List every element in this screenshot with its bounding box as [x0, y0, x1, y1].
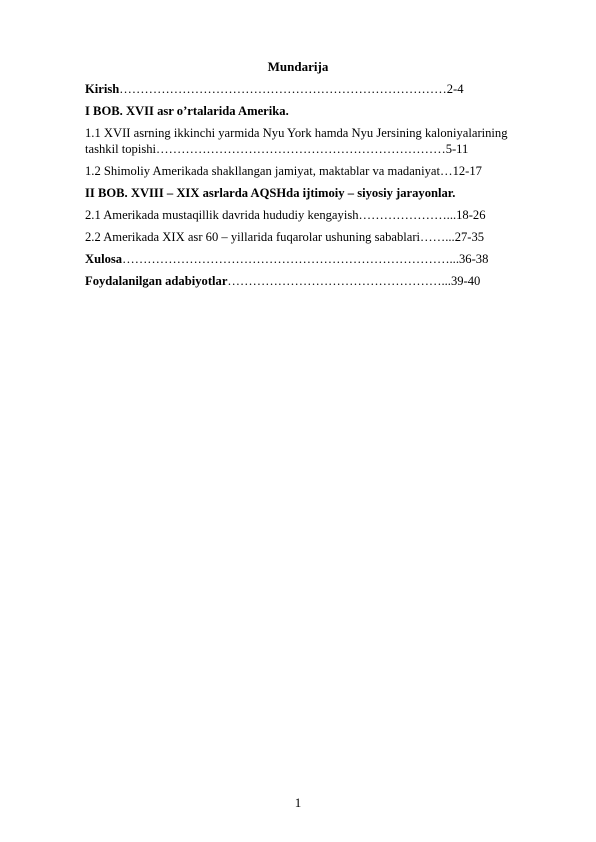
toc-entry-kirish — [85, 81, 555, 97]
toc-entry-xulosa — [85, 251, 555, 267]
toc-entry-pages: 18-26 — [456, 208, 486, 222]
toc-entry-1-1 — [85, 125, 547, 157]
page-number: 1 — [294, 795, 302, 810]
toc-entry-2-2 — [85, 229, 555, 245]
toc-entry-text: 1.1 XVII asrning ikkinchi yarmida Nyu York hamda Nyu Jersining kaloniyalarining — [85, 126, 508, 140]
toc-entry-leader: …………………………………………………………………… — [119, 82, 447, 96]
table-of-contents — [85, 81, 555, 289]
toc-chapter-heading-2: II BOB. XVIII – XIX asrlarda AQSHda ijtimoiy – siyosiy jarayonlar. — [85, 186, 456, 200]
toc-entry-pages: 27-35 — [454, 230, 485, 244]
toc-entry-pages: 39-40 — [450, 274, 481, 288]
toc-entry-1-2 — [85, 163, 555, 179]
toc-entry-text: 2.1 Amerikada mustaqillik davrida hududiy kengayish — [85, 208, 359, 222]
toc-title: Mundarija — [267, 59, 329, 74]
toc-entry-text: 2.2 Amerikada XIX asr 60 – yillarida fuqarolar ushuning sabablari — [85, 230, 421, 244]
toc-chapter-heading-1: I BOB. XVII asr o’rtalarida Amerika. — [85, 104, 289, 118]
toc-entry-leader: ……………………………………………... — [227, 274, 451, 288]
toc-entry-leader: …………………... — [358, 208, 457, 222]
toc-entry-pages: 36-38 — [458, 252, 489, 266]
toc-entry-text: tashkil topishi — [85, 142, 157, 156]
toc-entry-pages: 5-11 — [445, 142, 469, 156]
toc-entry-leader: … — [439, 164, 453, 178]
toc-entry-2-1 — [85, 207, 555, 223]
toc-entry-leader: ……... — [420, 230, 455, 244]
toc-entry-label: Kirish — [85, 82, 120, 96]
toc-entry-label: Foydalanilgan adabiyotlar — [85, 274, 228, 288]
toc-entry-pages: 12-17 — [452, 164, 482, 178]
toc-entry-leader: …………………………………………………………… — [156, 142, 446, 156]
toc-entry-leader: ……………………………………………………………………... — [122, 252, 459, 266]
toc-entry-text: 1.2 Shimoliy Amerikada shakllangan jamiyat, maktablar va madaniyat — [85, 164, 440, 178]
toc-entry-pages: 2-4 — [446, 82, 464, 96]
toc-entry-adabiyotlar — [85, 273, 555, 289]
toc-entry-label: Xulosa — [85, 252, 123, 266]
